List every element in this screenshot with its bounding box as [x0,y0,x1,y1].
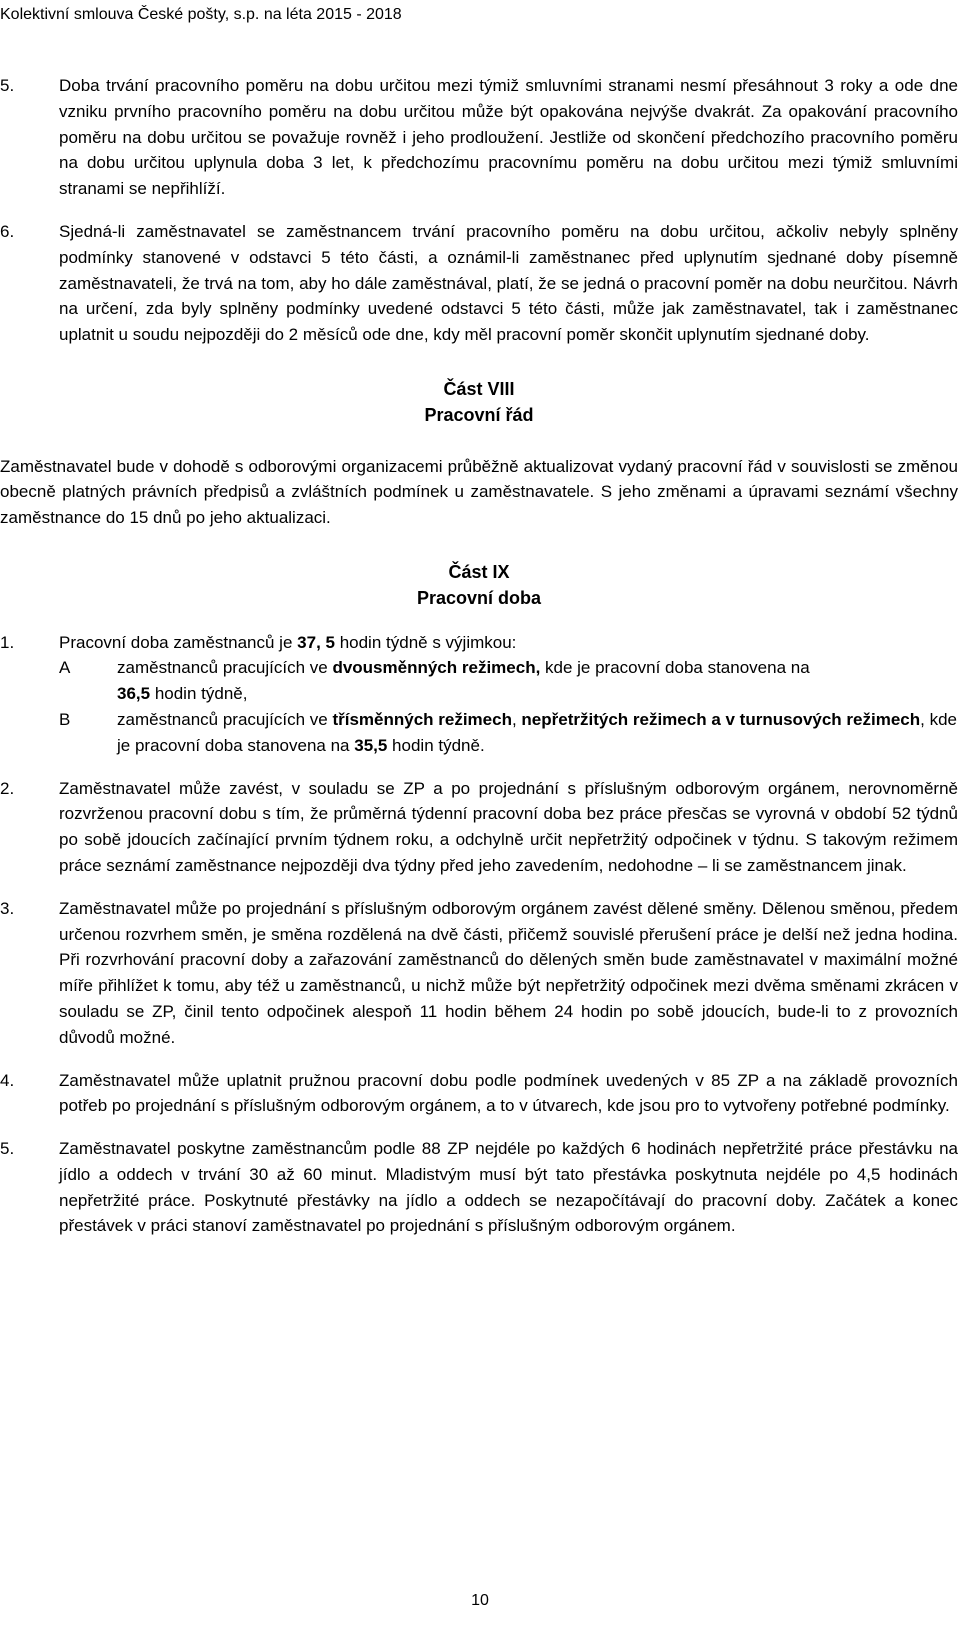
item-text: Zaměstnavatel může uplatnit pružnou pracovní dobu podle podmínek uvedených v 85 ZP a na základě provozních potřeb po projednání s příslušným odborovým orgánem, a to v útvarech, kde jsou pro to vytvořeny potřebné podmínky. [59,1070,958,1116]
item-number: 3. [0,898,15,918]
section-paragraph: Zaměstnavatel bude v dohodě s odborovými organizacemi průběžně aktualizovat vydaný pracovní řád v souvislosti se změnou obecně platných právních předpisů a zvláštních podmínek u zaměstnavatele. S jeho změnami a úpravami seznámí všechny zaměstnance do 15 dnů po jeho aktualizaci. [0,456,958,528]
section-title: Část IX [448,561,510,582]
item-number: 5. [0,76,15,95]
paragraph-item [0,776,958,879]
item-number: 5. [0,1139,15,1159]
item-number: 4. [0,1070,15,1090]
sub-item-a [59,655,958,707]
item-text: Zaměstnavatel může zavést, v souladu se ZP a po projednání s příslušným odborovým orgánem, nerovnoměrně rozvrženou pracovní dobu s tím, že průměrná týdenní pracovní doba bez práce přesčas se vyrovná v období 52 týdnů po sobě jdoucích začínající prvním týdnem roku, a odchylně určit nepřetržitý odpočinek v týdnu. S takovým režimem práce seznámí zaměstnance nejpozději dva týdny před jeho zavedením, nedohodne – li se zaměstnancem jinak. [59,778,958,875]
paragraph-item [0,630,958,656]
document-body [0,73,958,1239]
item-text: Doba trvání pracovního poměru na dobu určitou mezi týmiž smluvními stranami nesmí přesáhnout 3 roky a ode dne vzniku prvního pracovního poměru na dobu určitou může být opakována nejvýše dvakrát. Za opakování pracovního poměru na dobu určitou se považuje rovněž i jeho prodloužení. Jestliže od skončení předchozího pracovního poměru na dobu určitou uplynula doba 3 let, k předchozímu pracovnímu poměru na dobu určitou mezi týmiž smluvními stranami se nepřihlíží. [59,76,958,199]
item-text: Zaměstnavatel může po projednání s příslušným odborovým orgánem zavést dělené směny. Dělenou směnou, předem určenou rozvrhem směn, je směna rozdělená na dvě části, přičemž souvislé přerušení práce je delší než jedna hodina. Při rozvrhování pracovní doby a zařazování zaměstnanců do dělených směn bude zaměstnavatel v maximální možné míře přihlížet k tomu, aby též u zaměstnanců, u nichž může být nepřetržitý odpočinek mezi dvěma směnami zkrácen v souladu se ZP, činil tento odpočinek alespoň 11 hodin během 24 hodin po sobě jdoucích, bude-li to z provozních důvodů možné. [59,898,958,1047]
item-text: Pracovní doba zaměstnanců je 37, 5 hodin týdně s výjimkou: [59,632,517,652]
paragraph-item [0,219,958,348]
sub-item-text: zaměstnanců pracujících ve dvousměnných režimech, kde je pracovní doba stanovena na 36,5 hodin týdně, [117,658,810,704]
document-header: Kolektivní smlouva České pošty, s.p. na léta 2015 - 2018 [0,6,402,23]
sub-item-letter: B [59,709,71,729]
sub-item-text: zaměstnanců pracujících ve třísměnných režimech, nepřetržitých režimech a v turnusových režimech, kde je pracovní doba stanovena na 35,5 hodin týdně. [117,709,957,755]
section-subtitle: Pracovní řád [424,404,534,425]
paragraph-item [0,896,958,1051]
item-number: 6. [0,221,15,241]
sub-item-b [59,707,958,759]
paragraph-item [0,1136,958,1239]
item-number: 2. [0,778,15,798]
item-text: Zaměstnavatel poskytne zaměstnancům podle 88 ZP nejdéle po každých 6 hodinách nepřetržité práce přestávku na jídlo a oddech v trvání 30 až 60 minut. Mladistvým musí být tato přestávka poskytnuta nejdéle po 4,5 hodinách nepřetržité práce. Poskytnuté přestávky na jídlo a oddech se nezapočítávají do pracovní doby. Začátek a konec přestávek v práci stanoví zaměstnavatel po projednání s příslušným odborovým orgánem. [59,1139,958,1236]
item-number: 1. [0,632,15,652]
paragraph-item [0,1068,958,1120]
item-text: Sjedná-li zaměstnavatel se zaměstnancem trvání pracovního poměru na dobu určitou, ačkoliv nebyly splněny podmínky stanovené v odstavci 5 této části, a oznámil-li zaměstnanec před uplynutím sjednané doby písemně zaměstnavateli, že trvá na tom, aby ho dále zaměstnával, platí, že se jedná o pracovní poměr na dobu neurčitou. Návrh na určení, zda byly splněny podmínky uvedené odstavci 5 této části, může jak zaměstnavatel, tak i zaměstnanec uplatnit u soudu nejpozději do 2 měsíců ode dne, kdy měl pracovní poměr skončit uplynutím sjednané doby. [59,221,958,345]
page-number: 10 [471,1592,489,1609]
section-title: Část VIII [443,378,515,399]
section-subtitle: Pracovní doba [416,587,542,608]
paragraph-item [0,73,958,202]
sub-item-letter: A [59,658,71,678]
